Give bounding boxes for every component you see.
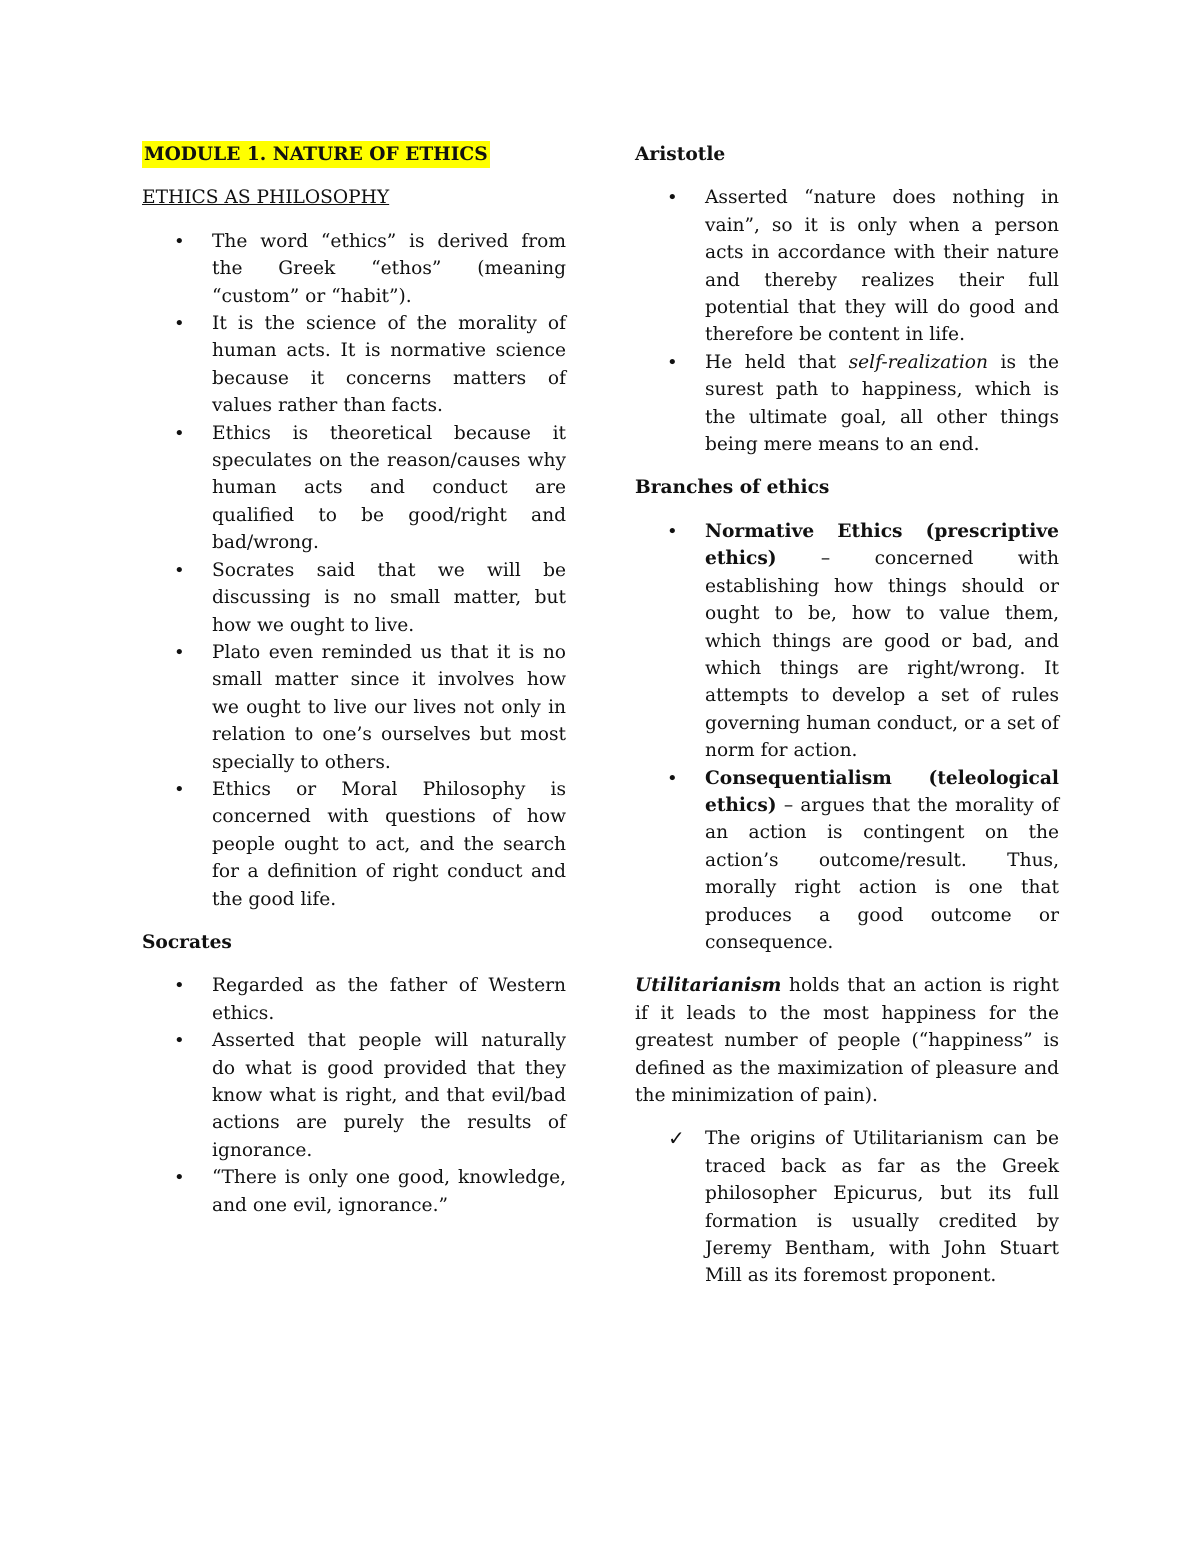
origins-list (635, 1125, 1059, 1289)
list-item (142, 310, 566, 420)
list-item (142, 776, 566, 913)
consequentialism-text: – argues that the morality of an action is contingent on the action’s outcome/result. Thus, morally right action is one that produces a good outcome or consequence. (705, 794, 1059, 953)
socrates-list (142, 972, 566, 1219)
ethics-list (142, 228, 566, 913)
list-item-text: Regarded as the father of Western ethics. (212, 975, 566, 1024)
socrates-heading: Socrates (142, 931, 232, 953)
bullet-icon: • (174, 1167, 185, 1189)
list-item (635, 349, 1059, 459)
section-title: ETHICS AS PHILOSOPHY (142, 187, 390, 209)
list-item (142, 1027, 566, 1164)
list-item-text: Ethics or Moral Philosophy is concerned with questions of how people ought to act, and the search for a definition of right conduct and the good life. (212, 778, 566, 910)
list-item (635, 765, 1059, 957)
branches-heading: Branches of ethics (635, 477, 830, 499)
list-item (635, 518, 1059, 765)
list-item (142, 972, 566, 1027)
utilitarianism-paragraph (635, 972, 1059, 1109)
list-item-text: Asserted that people will naturally do what is good provided that they know what is right, and that evil/bad actions are purely the results of ignorance. (212, 1030, 566, 1161)
aristotle-list (635, 184, 1059, 458)
origins-text: The origins of Utilitarianism can be traced back as far as the Greek philosopher Epicurus, but its full formation is usually credited by Jeremy Bentham, with John Stuart Mill as its foremost proponent. (705, 1128, 1059, 1287)
list-item-text-pre: He held that (705, 351, 849, 373)
bullet-icon: • (174, 975, 185, 997)
list-item (635, 184, 1059, 348)
list-item (142, 1164, 566, 1219)
aristotle-heading: Aristotle (635, 144, 726, 165)
bullet-icon: • (667, 187, 678, 209)
list-item (142, 557, 566, 639)
list-item-text-post: is the surest path to happiness, which is the ultimate goal, all other things being mere means to an end. (705, 351, 1059, 456)
right-column (635, 141, 1059, 1306)
self-realization-term: self-realization (848, 351, 988, 373)
list-item-text: The word “ethics” is derived from the Greek “ethos” (meaning “custom” or “habit”). (212, 230, 566, 307)
module-title: MODULE 1. NATURE OF ETHICS (142, 141, 490, 168)
list-item-text: Ethics is theoretical because it speculates on the reason/causes why human acts and conduct are qualified to be good/right and bad/wrong. (212, 422, 566, 554)
bullet-icon: • (174, 422, 185, 444)
list-item (635, 1125, 1059, 1289)
left-column (142, 141, 566, 1235)
list-item (142, 228, 566, 310)
bullet-icon: • (174, 313, 185, 335)
bullet-icon: • (667, 351, 678, 373)
consequentialism-term: Consequentialism (teleological ethics) (705, 767, 1059, 816)
list-item-text: Plato even reminded us that it is no small matter since it involves how we ought to live our lives not only in relation to one’s ourselves but most specially to others. (212, 641, 566, 773)
checkmark-icon: ✓ (668, 1126, 685, 1151)
utilitarianism-term: Utilitarianism (635, 975, 782, 997)
bullet-icon: • (174, 1030, 185, 1052)
branches-list (635, 518, 1059, 957)
bullet-icon: • (174, 778, 185, 800)
normative-term: Normative Ethics (prescriptive ethics) (705, 520, 1059, 570)
bullet-icon: • (174, 559, 185, 581)
list-item (142, 639, 566, 776)
bullet-icon: • (174, 230, 185, 252)
list-item-text: Asserted “nature does nothing in vain”, so it is only when a person acts in accordance with their nature and thereby realizes their full potential that they will do good and therefore be content in life. (705, 187, 1059, 346)
list-item-text: It is the science of the morality of human acts. It is normative science because it concerns matters of values rather than facts. (212, 313, 566, 417)
bullet-icon: • (667, 767, 678, 789)
normative-text: – concerned with establishing how things should or ought to be, how to value them, which things are good or bad, and which things are right/wrong. It attempts to develop a set of rules governing human conduct, or a set of norm for action. (705, 548, 1059, 762)
list-item (142, 420, 566, 557)
bullet-icon: • (667, 520, 678, 542)
list-item-text: Socrates said that we will be discussing is no small matter, but how we ought to live. (212, 559, 566, 636)
bullet-icon: • (174, 641, 185, 663)
utilitarianism-text: holds that an action is right if it leads to the most happiness for the greatest number of people (“happiness” is defined as the maximization of pleasure and the minimization of pain). (635, 975, 1059, 1106)
list-item-text: “There is only one good, knowledge, and one evil, ignorance.” (212, 1167, 566, 1216)
